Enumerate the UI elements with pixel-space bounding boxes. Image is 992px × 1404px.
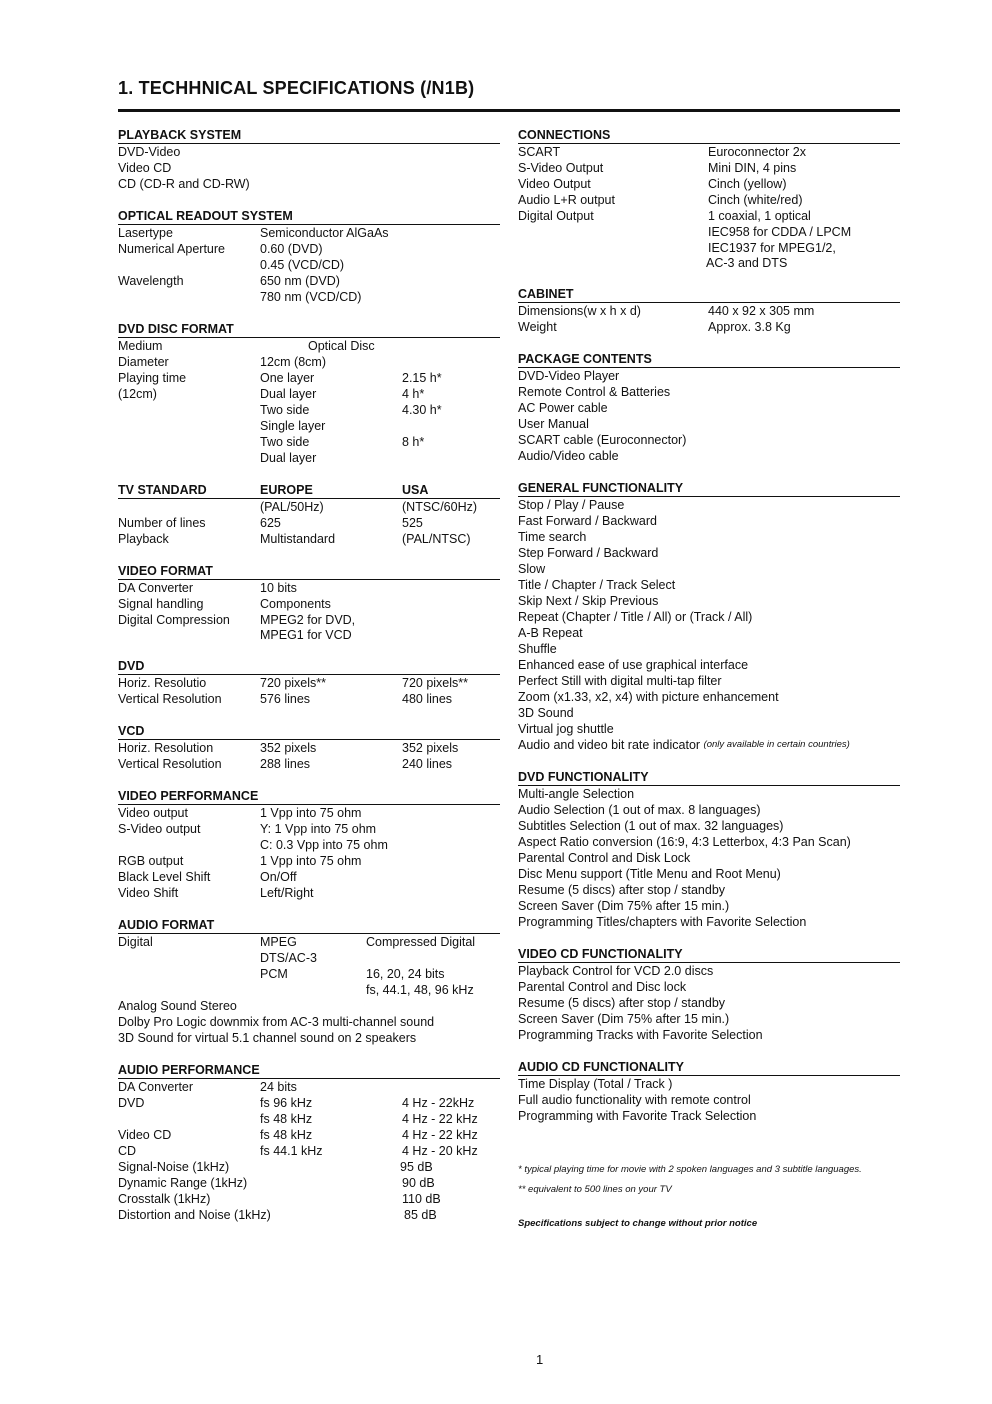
spec-value: 4 Hz - 20 kHz xyxy=(402,1144,478,1158)
spec-label xyxy=(118,628,260,642)
spec-label: Video output xyxy=(118,806,188,820)
spec-row xyxy=(518,303,900,319)
spec-label: CD xyxy=(118,1144,137,1158)
spec-value: DTS/AC-3 xyxy=(260,951,317,965)
spec-label: Dynamic Range (1kHz) xyxy=(118,1176,248,1190)
spec-row xyxy=(118,450,500,466)
list-item: Audio Selection (1 out of max. 8 languages) xyxy=(518,803,761,817)
spec-label xyxy=(118,434,260,450)
list-item: Subtitles Selection (1 out of max. 32 languages) xyxy=(518,819,784,833)
spec-row xyxy=(118,950,500,966)
spec-row xyxy=(518,176,900,192)
spec-value: 240 lines xyxy=(402,757,453,771)
spec-row xyxy=(118,499,500,515)
dvd-section xyxy=(118,658,500,707)
spec-row xyxy=(118,1159,500,1175)
spec-label: Distortion and Noise (1kHz) xyxy=(118,1208,271,1222)
list-item: Playback Control for VCD 2.0 discs xyxy=(518,964,714,978)
spec-value: (PAL/50Hz) xyxy=(260,500,324,514)
spec-value: On/Off xyxy=(260,870,297,884)
video-performance-section xyxy=(118,788,500,901)
spec-label: Crosstalk (1kHz) xyxy=(118,1192,211,1206)
spec-value: 8 h* xyxy=(402,435,425,449)
spec-value: Cinch (yellow) xyxy=(708,177,787,191)
spec-value: 1 Vpp into 75 ohm xyxy=(260,854,362,868)
spec-value: MPEG xyxy=(260,935,297,949)
spec-row xyxy=(118,1111,500,1127)
spec-row xyxy=(118,675,500,691)
spec-value: 24 bits xyxy=(260,1080,297,1094)
spec-row xyxy=(118,273,500,289)
spec-value: 4.30 h* xyxy=(402,403,442,417)
spec-label xyxy=(118,289,260,305)
spec-row xyxy=(118,386,500,402)
dvd-functionality-section xyxy=(518,769,900,930)
section-heading: AUDIO CD FUNCTIONALITY xyxy=(518,1059,900,1076)
spec-row xyxy=(118,596,500,612)
spec-value: 720 pixels** xyxy=(260,676,327,690)
spec-label xyxy=(518,224,708,240)
section-heading: DVD xyxy=(118,658,500,675)
spec-row xyxy=(118,370,500,386)
spec-row xyxy=(518,160,900,176)
spec-label xyxy=(118,450,260,466)
list-item: Video CD xyxy=(118,161,172,175)
spec-row xyxy=(118,418,500,434)
list-item: Step Forward / Backward xyxy=(518,546,659,560)
spec-label: DA Converter xyxy=(118,581,194,595)
list-item: Multi-angle Selection xyxy=(518,787,635,801)
list-item: Remote Control & Batteries xyxy=(518,385,671,399)
column-header-usa: USA xyxy=(402,483,429,497)
spec-row xyxy=(118,740,500,756)
spec-value: 12cm (8cm) xyxy=(260,355,326,369)
audio-performance-section xyxy=(118,1062,500,1223)
spec-value: 2.15 h* xyxy=(402,371,442,385)
spec-label: Video Shift xyxy=(118,886,179,900)
spec-row xyxy=(118,225,500,241)
spec-label: Lasertype xyxy=(118,226,173,240)
spec-row xyxy=(118,966,500,982)
spec-label xyxy=(118,418,260,434)
spec-label: (12cm) xyxy=(118,387,157,401)
list-item: 3D Sound for virtual 5.1 channel sound on 2 speakers xyxy=(118,1031,417,1045)
spec-label: Digital Compression xyxy=(118,613,230,627)
package-contents-section xyxy=(518,351,900,464)
list-item: Repeat (Chapter / Title / All) or (Track / All) xyxy=(518,610,753,624)
spec-label: Playing time xyxy=(118,371,187,385)
list-item: Audio/Video cable xyxy=(518,449,619,463)
spec-value: PCM xyxy=(260,967,288,981)
spec-value: 4 Hz - 22 kHz xyxy=(402,1112,478,1126)
list-item: AC Power cable xyxy=(518,401,608,415)
spec-row xyxy=(118,691,500,707)
spec-row xyxy=(118,982,500,998)
spec-value: 650 nm (DVD) xyxy=(260,274,340,288)
spec-value: Dual layer xyxy=(260,387,317,401)
spec-label: Signal handling xyxy=(118,597,204,611)
spec-value: Y: 1 Vpp into 75 ohm xyxy=(260,822,377,836)
spec-label: DA Converter xyxy=(118,1080,194,1094)
list-item: Resume (5 discs) after stop / standby xyxy=(518,996,726,1010)
spec-value: 1 Vpp into 75 ohm xyxy=(260,806,362,820)
section-heading: VIDEO PERFORMANCE xyxy=(118,788,500,805)
spec-value: 288 lines xyxy=(260,757,311,771)
spec-label: RGB output xyxy=(118,854,184,868)
spec-value: Dual layer xyxy=(260,451,317,465)
spec-row xyxy=(118,338,500,354)
spec-value: Optical Disc xyxy=(308,339,375,353)
spec-value: Mini DIN, 4 pins xyxy=(708,161,797,175)
spec-label: Black Level Shift xyxy=(118,870,211,884)
spec-value: Semiconductor AlGaAs xyxy=(260,226,389,240)
spec-value: Compressed Digital xyxy=(366,935,476,949)
spec-label: Number of lines xyxy=(118,516,206,530)
spec-row xyxy=(518,192,900,208)
cabinet-section xyxy=(518,286,900,335)
spec-row xyxy=(118,241,500,257)
spec-value: fs, 44.1, 48, 96 kHz xyxy=(366,983,474,997)
section-heading: PLAYBACK SYSTEM xyxy=(118,127,500,144)
spec-label: Horiz. Resolutio xyxy=(118,676,207,690)
list-item: Title / Chapter / Track Select xyxy=(518,578,676,592)
spec-value: MPEG2 for DVD, xyxy=(260,613,356,627)
spec-value: 1 coaxial, 1 optical xyxy=(708,209,811,223)
spec-value: 480 lines xyxy=(402,692,453,706)
audio-format-section xyxy=(118,917,500,1046)
section-heading: PACKAGE CONTENTS xyxy=(518,351,900,368)
spec-label: Video CD xyxy=(118,1128,172,1142)
spec-value: 110 dB xyxy=(402,1192,441,1206)
spec-value: Single layer xyxy=(260,419,326,433)
list-item: Disc Menu support (Title Menu and Root Menu) xyxy=(518,867,781,881)
spec-label: S-Video output xyxy=(118,822,201,836)
spec-value: (PAL/NTSC) xyxy=(402,532,471,546)
spec-label: Vertical Resolution xyxy=(118,692,222,706)
spec-label: Video Output xyxy=(518,177,591,191)
page-title: 1. TECHHNICAL SPECIFICATIONS (/N1B) xyxy=(118,78,475,98)
spec-label: Digital Output xyxy=(518,209,594,223)
spec-value: AC-3 and DTS xyxy=(706,256,788,270)
spec-value: 352 pixels xyxy=(402,741,459,755)
spec-row xyxy=(518,240,900,256)
spec-label xyxy=(118,950,260,966)
list-item: Programming with Favorite Track Selection xyxy=(518,1109,757,1123)
spec-label xyxy=(118,966,260,982)
spec-value: fs 48 kHz xyxy=(260,1112,313,1126)
connections-section xyxy=(518,127,900,270)
spec-value: 625 xyxy=(260,516,281,530)
section-heading xyxy=(118,482,500,499)
spec-row xyxy=(118,837,500,853)
list-item: Resume (5 discs) after stop / standby xyxy=(518,883,726,897)
spec-label xyxy=(518,240,708,256)
spec-row xyxy=(518,144,900,160)
list-item: CD (CD-R and CD-RW) xyxy=(118,177,250,191)
spec-row xyxy=(118,1143,500,1159)
spec-value: 90 dB xyxy=(402,1176,435,1190)
spec-value: Components xyxy=(260,597,331,611)
section-heading: VIDEO FORMAT xyxy=(118,563,500,580)
spec-label: Audio L+R output xyxy=(518,193,615,207)
spec-row xyxy=(518,224,900,240)
spec-row xyxy=(118,354,500,370)
list-item: SCART cable (Euroconnector) xyxy=(518,433,687,447)
spec-label: Horiz. Resolution xyxy=(118,741,214,755)
spec-row xyxy=(118,289,500,305)
spec-label: SCART xyxy=(518,145,561,159)
spec-label: Diameter xyxy=(118,355,169,369)
dvd-disc-format-section xyxy=(118,321,500,466)
spec-row xyxy=(118,1127,500,1143)
spec-value: MPEG1 for VCD xyxy=(260,628,352,642)
spec-row xyxy=(118,869,500,885)
spec-row xyxy=(118,1095,500,1111)
spec-value: One layer xyxy=(260,371,315,385)
spec-value: IEC958 for CDDA / LPCM xyxy=(708,225,852,239)
right-column xyxy=(518,127,900,1232)
list-item: User Manual xyxy=(518,417,589,431)
spec-label: Dimensions(w x h x d) xyxy=(518,304,641,318)
spec-row xyxy=(118,821,500,837)
spec-label: Digital xyxy=(118,935,153,949)
list-item: Screen Saver (Dim 75% after 15 min.) xyxy=(518,899,730,913)
list-item: Fast Forward / Backward xyxy=(518,514,657,528)
spec-label: Medium xyxy=(118,339,163,353)
spec-row xyxy=(118,612,500,628)
spec-value: 576 lines xyxy=(260,692,311,706)
spec-value xyxy=(260,982,366,998)
list-item: Programming Titles/chapters with Favorite Selection xyxy=(518,915,807,929)
footnote-playing-time: * typical playing time for movie with 2 spoken languages and 3 subtitle languages. xyxy=(518,1164,862,1175)
spec-label xyxy=(118,982,260,998)
list-item: DVD-Video xyxy=(118,145,181,159)
list-item: Screen Saver (Dim 75% after 15 min.) xyxy=(518,1012,730,1026)
list-item-text: Audio and video bit rate indicator xyxy=(518,738,701,752)
playback-system-section xyxy=(118,127,500,192)
page-number: 1 xyxy=(536,1352,544,1367)
section-heading: GENERAL FUNCTIONALITY xyxy=(518,480,900,497)
list-item: Skip Next / Skip Previous xyxy=(518,594,659,608)
spec-label: Signal-Noise (1kHz) xyxy=(118,1160,230,1174)
spec-row xyxy=(518,208,900,224)
list-item: Stop / Play / Pause xyxy=(518,498,625,512)
spec-value: 352 pixels xyxy=(260,741,317,755)
list-item: Slow xyxy=(518,562,546,576)
spec-row xyxy=(518,256,900,270)
list-item: Parental Control and Disc lock xyxy=(518,980,687,994)
spec-row xyxy=(118,1079,500,1095)
list-item: Zoom (x1.33, x2, x4) with picture enhancement xyxy=(518,690,779,704)
footnote-resolution: ** equivalent to 500 lines on your TV xyxy=(518,1184,672,1195)
spec-label: Playback xyxy=(118,532,169,546)
list-item: Full audio functionality with remote control xyxy=(518,1093,751,1107)
general-functionality-section xyxy=(518,480,900,753)
tv-standard-section xyxy=(118,482,500,547)
spec-row xyxy=(118,515,500,531)
spec-label: Vertical Resolution xyxy=(118,757,222,771)
section-heading: CABINET xyxy=(518,286,900,303)
spec-label: S-Video Output xyxy=(518,161,604,175)
list-item: Virtual jog shuttle xyxy=(518,722,614,736)
spec-value: fs 48 kHz xyxy=(260,1128,313,1142)
spec-row xyxy=(118,628,500,642)
section-heading: CONNECTIONS xyxy=(518,127,900,144)
spec-value: 440 x 92 x 305 mm xyxy=(708,304,815,318)
list-item: Time Display (Total / Track ) xyxy=(518,1077,673,1091)
spec-value: Approx. 3.8 Kg xyxy=(708,320,791,334)
change-notice: Specifications subject to change without prior notice xyxy=(518,1218,758,1229)
spec-label: DVD xyxy=(118,1096,145,1110)
spec-label xyxy=(518,256,706,270)
spec-value: 16, 20, 24 bits xyxy=(366,967,445,981)
spec-row xyxy=(118,805,500,821)
spec-value: 0.60 (DVD) xyxy=(260,242,323,256)
list-item: Analog Sound Stereo xyxy=(118,999,237,1013)
list-item: Time search xyxy=(518,530,587,544)
section-heading: DVD FUNCTIONALITY xyxy=(518,769,900,786)
spec-label xyxy=(118,402,260,418)
spec-label: Weight xyxy=(518,320,557,334)
spec-value: 0.45 (VCD/CD) xyxy=(260,258,345,272)
availability-note: (only available in certain countries) xyxy=(703,739,850,750)
section-heading: OPTICAL READOUT SYSTEM xyxy=(118,208,500,225)
optical-readout-section xyxy=(118,208,500,305)
spec-row xyxy=(118,402,500,418)
spec-label xyxy=(118,499,260,515)
title-rule xyxy=(118,109,900,112)
spec-value: 4 h* xyxy=(402,387,425,401)
list-item: A-B Repeat xyxy=(518,626,583,640)
section-heading: AUDIO PERFORMANCE xyxy=(118,1062,500,1079)
spec-value: 780 nm (VCD/CD) xyxy=(260,290,362,304)
list-item: Aspect Ratio conversion (16:9, 4:3 Letterbox, 4:3 Pan Scan) xyxy=(518,835,851,849)
spec-label xyxy=(118,837,260,853)
spec-value: 10 bits xyxy=(260,581,297,595)
spec-row xyxy=(118,853,500,869)
video-format-section xyxy=(118,563,500,642)
spec-label: Numerical Aperture xyxy=(118,242,225,256)
spec-row xyxy=(118,531,500,547)
spec-row xyxy=(118,756,500,772)
spec-value: 95 dB xyxy=(400,1160,433,1174)
spec-row xyxy=(118,1175,500,1191)
video-cd-functionality-section xyxy=(518,946,900,1043)
spec-row xyxy=(118,1207,500,1223)
section-heading: AUDIO FORMAT xyxy=(118,917,500,934)
spec-value: 85 dB xyxy=(404,1208,437,1222)
spec-value: 525 xyxy=(402,516,423,530)
column-header-europe: EUROPE xyxy=(260,483,313,497)
section-heading: VCD xyxy=(118,723,500,740)
left-column xyxy=(118,127,500,1239)
spec-value: C: 0.3 Vpp into 75 ohm xyxy=(260,838,388,852)
section-heading: VIDEO CD FUNCTIONALITY xyxy=(518,946,900,963)
list-item: DVD-Video Player xyxy=(518,369,620,383)
spec-row xyxy=(118,434,500,450)
spec-row xyxy=(118,885,500,901)
list-item: Dolby Pro Logic downmix from AC-3 multi-channel sound xyxy=(118,1015,435,1029)
audio-cd-functionality-section xyxy=(518,1059,900,1124)
spec-value: Multistandard xyxy=(260,532,336,546)
spec-value: Euroconnector 2x xyxy=(708,145,806,159)
list-item: Perfect Still with digital multi-tap filter xyxy=(518,674,722,688)
section-heading: DVD DISC FORMAT xyxy=(118,321,500,338)
spec-row xyxy=(518,319,900,335)
spec-label: Wavelength xyxy=(118,274,184,288)
spec-value: Left/Right xyxy=(260,886,314,900)
spec-label xyxy=(118,257,260,273)
list-item: Programming Tracks with Favorite Selection xyxy=(518,1028,763,1042)
spec-value: 720 pixels** xyxy=(402,676,469,690)
spec-value: fs 44.1 kHz xyxy=(260,1144,323,1158)
spec-label xyxy=(118,1111,260,1127)
list-item xyxy=(518,737,900,753)
spec-value: 4 Hz - 22kHz xyxy=(402,1096,475,1110)
spec-value: IEC1937 for MPEG1/2, xyxy=(708,241,836,255)
vcd-section xyxy=(118,723,500,772)
spec-value: 4 Hz - 22 kHz xyxy=(402,1128,478,1142)
spec-row xyxy=(118,580,500,596)
spec-row xyxy=(118,1191,500,1207)
section-heading-title: TV STANDARD xyxy=(118,483,207,497)
list-item: Parental Control and Disk Lock xyxy=(518,851,691,865)
list-item: Shuffle xyxy=(518,642,557,656)
list-item: Enhanced ease of use graphical interface xyxy=(518,658,749,672)
spec-value: Two side xyxy=(260,435,310,449)
spec-row xyxy=(118,934,500,950)
spec-value: (NTSC/60Hz) xyxy=(402,500,478,514)
spec-value: fs 96 kHz xyxy=(260,1096,313,1110)
spec-value: Cinch (white/red) xyxy=(708,193,803,207)
spec-row xyxy=(118,257,500,273)
spec-value: Two side xyxy=(260,403,310,417)
list-item: 3D Sound xyxy=(518,706,574,720)
